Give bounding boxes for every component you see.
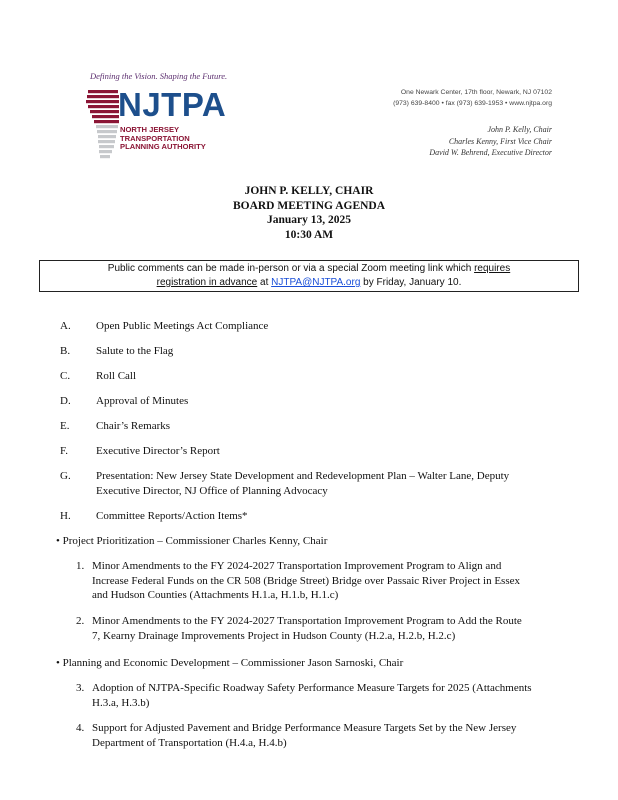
agenda-item: D. Approval of Minutes xyxy=(60,395,189,407)
action-item: 2. Minor Amendments to the FY 2024-2027 Transportation Improvement Program to Add the Route 7, Kearny Drainage Improvements Project in Hudson County (H.2.a, H.2.b, H.2.c) xyxy=(76,615,522,642)
public-comment-notice: Public comments can be made in-person or via a special Zoom meeting link which requires registration in advance at NJTPA@NJTPA.org by Friday, January 10. xyxy=(39,260,579,292)
action-item: 4. Support for Adjusted Pavement and Bridge Performance Measure Targets Set by the New Jersey Department of Transportation (H.4.a, H.4.b) xyxy=(76,722,517,749)
agenda-item: B. Salute to the Flag xyxy=(60,345,174,357)
agenda-item: G. Presentation: New Jersey State Development and Redevelopment Plan – Walter Lane, Deputy Executive Director, NJ Office of Planning Advocacy xyxy=(60,470,510,497)
action-item: 3. Adoption of NJTPA-Specific Roadway Safety Performance Measure Targets for 2025 (Attachments H.3.a, H.3.b) xyxy=(76,682,532,709)
email-link[interactable]: NJTPA@NJTPA.org xyxy=(271,277,361,288)
committee-heading: • Project Prioritization – Commissioner Charles Kenny, Chair xyxy=(56,535,328,547)
agenda-item: E. Chair’s Remarks xyxy=(60,420,171,432)
phone-line: (973) 639-8400 • fax (973) 639-1953 • www.njtpa.org xyxy=(393,100,552,107)
logo-wordmark: NJTPA xyxy=(118,86,227,123)
agenda-item: C. Roll Call xyxy=(60,370,137,382)
officers-list: John P. Kelly, Chair Charles Kenny, First Vice Chair David W. Behrend, Executive Director xyxy=(429,125,552,157)
action-item: 1. Minor Amendments to the FY 2024-2027 Transportation Improvement Program to Align and Increase Federal Funds on the CR 508 (Bridge Street) Bridge over Passaic River Project in Essex and Hudson Counties (Attachments H.1.a, H.1.b, H.1.c) xyxy=(76,560,520,601)
tagline: Defining the Vision. Shaping the Future. xyxy=(90,71,228,81)
committee-heading: • Planning and Economic Development – Commissioner Jason Sarnoski, Chair xyxy=(56,657,404,669)
contact-info xyxy=(393,87,552,109)
org-name: NORTH JERSEY TRANSPORTATION PLANNING AUTHORITY xyxy=(120,125,206,152)
agenda-item: F. Executive Director’s Report xyxy=(60,445,220,457)
agenda-item: H. Committee Reports/Action Items* xyxy=(60,510,248,522)
address: One Newark Center, 17th floor, Newark, NJ 07102 xyxy=(400,89,552,96)
agenda-item: A. Open Public Meetings Act Compliance xyxy=(60,320,269,332)
agenda-title: JOHN P. KELLY, CHAIR BOARD MEETING AGENDA January 13, 2025 10:30 AM xyxy=(232,185,386,241)
